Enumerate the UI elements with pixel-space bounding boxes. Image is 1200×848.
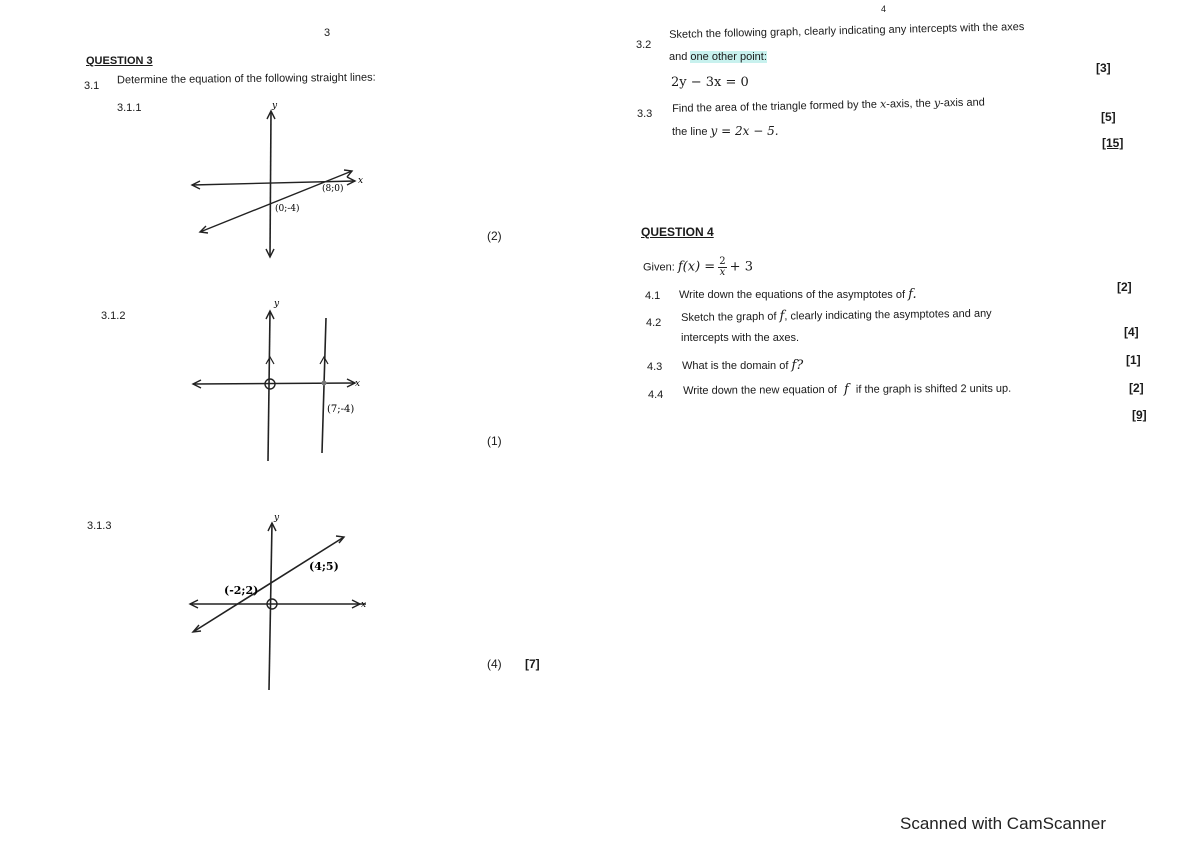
q3-3-marks: [5] [1101, 110, 1116, 124]
q3-2-equation: 2y − 3x = 0 [671, 75, 749, 90]
question-3-total: [15] [1102, 136, 1124, 150]
q4-4-number: 4.4 [648, 389, 664, 401]
graph-3-1-2-point: (7;-4) [327, 404, 355, 415]
q3-2-text-highlight: one other point: [690, 51, 767, 63]
q4-4-var: f [843, 381, 849, 397]
q3-1-2-marks: (1) [487, 434, 502, 448]
q3-2-number: 3.2 [636, 39, 652, 51]
q3-2-text-line2-plain: and [669, 51, 691, 63]
q3-3-text-line2-a: the line [672, 126, 711, 138]
q4-given-numerator: 2 [719, 256, 726, 267]
q4-given [643, 257, 753, 278]
q3-1-text: Determine the equation of the following straight lines: [116, 71, 376, 87]
q3-1-3-marks: (4) [487, 657, 502, 671]
q4-4-text [683, 381, 1011, 398]
q3-1-2-number: 3.1.2 [101, 310, 126, 322]
q4-given-fx: f(x) = [677, 259, 716, 275]
q4-1-number: 4.1 [645, 290, 661, 302]
scanner-footer: Scanned with CamScanner [900, 814, 1107, 833]
q4-4-text-b: if the graph is shifted 2 units up. [855, 382, 1012, 396]
graph-3-1-2-x-label: x [355, 379, 361, 389]
q4-2-text-a: Sketch the graph of [681, 310, 777, 324]
question-4-heading: QUESTION 4 [641, 225, 714, 239]
question-4-total: [9] [1132, 408, 1147, 422]
q3-3-equation: y = 2x − 5. [710, 124, 779, 138]
q3-1-3-number: 3.1.3 [87, 520, 112, 532]
q3-3-var-y: y [933, 96, 941, 110]
q4-3-var: f? [791, 358, 804, 373]
q3-3-var-x: x [879, 97, 887, 111]
q4-3-number: 4.3 [647, 361, 663, 373]
q4-4-marks: [2] [1129, 381, 1144, 395]
q4-given-denominator: x [719, 267, 726, 278]
graph-3-1-1-y-intercept: (0;-4) [275, 204, 300, 214]
graph-3-1-3-point-b: (4;5) [309, 560, 339, 573]
q4-2-marks: [4] [1124, 325, 1139, 339]
q4-1-var: f. [908, 287, 917, 302]
q4-1-text-a: Write down the equations of the asymptotes of [679, 289, 906, 301]
question-3-heading: QUESTION 3 [86, 55, 153, 67]
q4-1-marks: [2] [1117, 280, 1132, 294]
q3-2-text-line2 [669, 51, 767, 63]
graph-3-1-1-y-label: y [272, 101, 278, 111]
q3-3-text-line1-c: -axis and [939, 96, 985, 110]
q3-3-text-line2 [672, 124, 779, 138]
q4-given-fraction [718, 257, 726, 278]
graph-3-1-3-x-label: x [361, 600, 367, 610]
graph-3-1-1-x-label: x [358, 176, 364, 186]
q3-1-number: 3.1 [84, 80, 100, 92]
graph-3-1-2-y-label: y [274, 299, 280, 309]
q4-given-label: Given: [643, 261, 675, 274]
q4-3-text [682, 358, 803, 373]
q3-3-number: 3.3 [637, 108, 653, 120]
graph-3-1-3-point-a: (-2;2) [224, 584, 259, 597]
q3-3-text-line1-a: Find the area of the triangle formed by the [672, 98, 881, 115]
q4-given-rest: + 3 [729, 259, 753, 275]
page-number-right: 4 [881, 4, 887, 14]
q4-2-number: 4.2 [646, 317, 662, 329]
q3-2-marks: [3] [1096, 61, 1111, 75]
q4-1-text [679, 287, 917, 302]
graph-3-1-3-y-label: y [274, 513, 280, 523]
q4-3-text-a: What is the domain of [682, 360, 789, 372]
q4-2-text-b: , clearly indicating the asymptotes and any [784, 307, 992, 323]
q3-3-text-line1-b: -axis, the [886, 97, 935, 111]
q4-3-marks: [1] [1126, 353, 1141, 367]
q3-1-1-number: 3.1.1 [117, 102, 142, 114]
q4-4-text-a: Write down the new equation of [683, 383, 838, 397]
question-3-1-total: [7] [525, 657, 540, 671]
q3-1-1-marks: (2) [487, 229, 502, 243]
q4-2-text-line2: intercepts with the axes. [681, 332, 800, 344]
graph-3-1-1-x-intercept: (8;0) [322, 184, 344, 194]
page-number-left: 3 [324, 27, 331, 39]
q3-2-text-line1: Sketch the following graph, clearly indicating any intercepts with the axes [669, 20, 1025, 41]
q4-2-var: f [779, 308, 785, 324]
